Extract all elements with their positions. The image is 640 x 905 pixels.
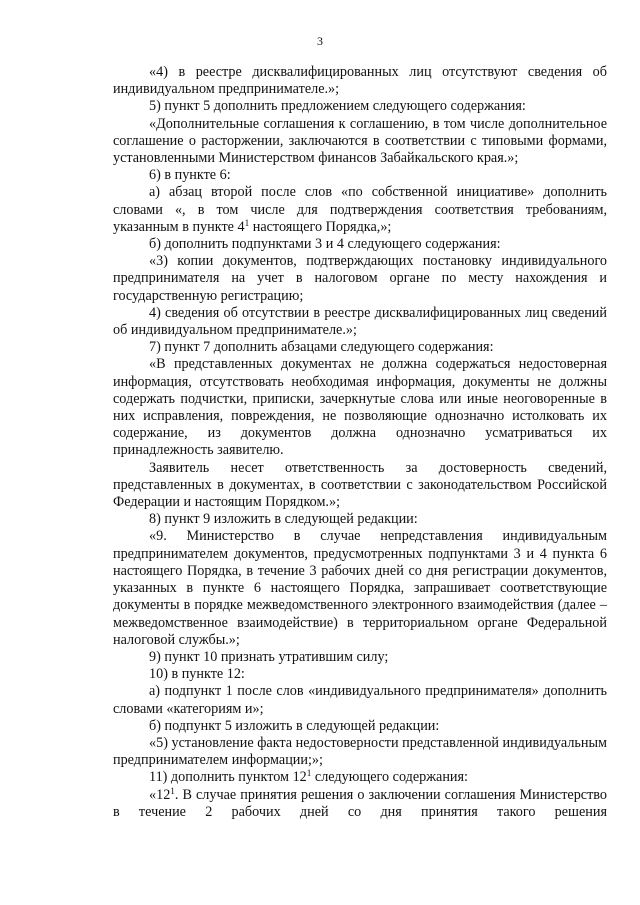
paragraph-documents-requirements: «В представленных документах не должна содержаться недостоверная информация, отсутствовать необходимая информация, документы не должны содержать подчистки, приписки, зачеркнутые слова или иные неоговоренные в них исправления, повреждения, не позволяющие однозначно истолковать их содержание, из документов должна однозначно усматриваться их принадлежность заявителю. xyxy=(113,356,607,459)
paragraph-10b: б) подпункт 5 изложить в следующей редакции: xyxy=(149,717,440,734)
paragraph-new-point-12-1: «$12^1$. В случае принятия решения о заключении соглашения Министерство в течение 2 рабочих дней со дня принятия такого решения xyxy=(113,785,607,820)
paragraph-point-11: 11) дополнить пунктом $12^1$ следующего содержания: xyxy=(149,768,468,786)
page-number: 3 xyxy=(317,34,323,48)
paragraph-subpoint-4: 4) сведения об отсутствии в реестре дисквалифицированных лиц сведений об индивидуальном предпринимателе.»; xyxy=(113,304,607,339)
paragraph-point-10: 10) в пункте 12: xyxy=(149,666,245,683)
paragraph-point-6: 6) в пункте 6: xyxy=(149,167,231,184)
paragraph-additional-agreements: «Дополнительные соглашения к соглашению, в том числе дополнительное соглашение о расторжении, заключаются в соответствии с типовыми формами, установленными Министерством финансов Забайкальского края.»; xyxy=(113,115,607,167)
paragraph-point-9: 9) пункт 10 признать утратившим силу; xyxy=(149,648,389,665)
paragraph-6a: а) абзац второй после слов «по собственной инициативе» дополнить словами «, в том числе для подтверждения соответствия требованиям, указанным в пункте $4^1$ настоящего Порядка,»; xyxy=(113,184,607,235)
document-body xyxy=(113,64,607,821)
paragraph-subpoint-3: «3) копии документов, подтверждающих постановку индивидуального предпринимателя на учет в налоговом органе по месту нахождения и государственную регистрацию; xyxy=(113,253,607,304)
paragraph-applicant-responsibility: Заявитель несет ответственность за достоверность сведений, представленных в документах, в соответствии с законодательством Российской Федерации и настоящим Порядком.»; xyxy=(113,459,607,511)
paragraph-10a: а) подпункт 1 после слов «индивидуального предпринимателя» дополнить словами «категориям и»; xyxy=(113,683,607,717)
paragraph-new-point-9: «9. Министерство в случае непредставления индивидуальным предпринимателем документов, предусмотренных подпунктами 3 и 4 пункта 6 настоящего Порядка, в течение 3 рабочих дней со дня регистрации документов, указанных в пункте 6 настоящего Порядка, запрашивает соответствующие документы в порядке межведомственного электронного взаимодействия (далее – межведомственное взаимодействие) в территориальном органе Федеральной налоговой службы.»; xyxy=(113,528,607,648)
paragraph-point-8: 8) пункт 9 изложить в следующей редакции: xyxy=(149,511,418,528)
paragraph-point-5: 5) пункт 5 дополнить предложением следующего содержания: xyxy=(149,98,526,115)
paragraph-6b: б) дополнить подпунктами 3 и 4 следующего содержания: xyxy=(149,236,501,253)
paragraph-item-4: «4) в реестре дисквалифицированных лиц отсутствуют сведения об индивидуальном предпринимателе.»; xyxy=(113,64,607,98)
paragraph-point-7: 7) пункт 7 дополнить абзацами следующего содержания: xyxy=(149,339,494,356)
paragraph-subpoint-5: «5) установление факта недостоверности представленной индивидуальным предпринимателем информации;»; xyxy=(113,734,607,769)
